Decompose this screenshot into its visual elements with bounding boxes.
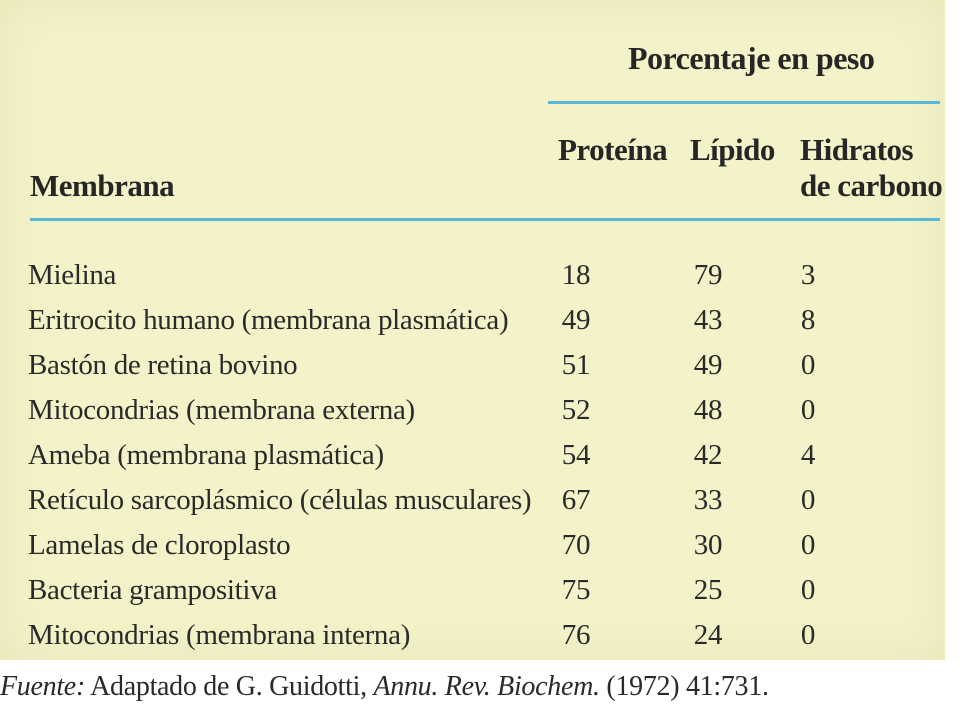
lipid-value: 24 [693,619,723,651]
table-row [28,390,940,435]
table-row [28,435,940,480]
protein-value: 75 [561,574,591,606]
table-row [28,570,940,615]
source-journal: Annu. Rev. Biochem. [373,671,600,702]
carbohydrate-value: 8 [800,304,816,336]
table-row [28,525,940,570]
protein-value: 67 [561,484,591,516]
column-header-proteina: Proteína [558,132,668,167]
carbohydrate-value: 4 [800,439,816,471]
group-header-rule [548,101,940,104]
carbohydrate-value: 0 [800,484,816,516]
protein-value: 18 [561,259,591,291]
carbohydrate-value: 0 [800,349,816,381]
membrane-name: Mitocondrias (membrana interna) [28,619,411,651]
lipid-value: 48 [693,394,723,426]
carbohydrate-value: 0 [800,574,816,606]
protein-value: 70 [561,529,591,561]
membrane-name: Ameba (membrana plasmática) [28,439,384,471]
membrane-name: Eritrocito humano (membrana plasmática) [28,304,509,336]
carbohydrate-value: 0 [800,394,816,426]
lipid-value: 25 [693,574,723,606]
column-header-hidratos [800,132,942,204]
carbohydrate-value: 0 [800,529,816,561]
group-header: Porcentaje en peso [628,40,875,76]
membrane-name: Lamelas de cloroplasto [28,529,291,561]
source-citation [0,671,769,703]
table-row [28,615,940,660]
table-row [28,300,940,345]
carbohydrate-value: 0 [800,619,816,651]
lipid-value: 79 [693,259,723,291]
column-header-hidratos-text: Hidratos de carbono [800,132,943,203]
table-body [28,255,940,660]
membrane-name: Retículo sarcoplásmico (células musculares) [28,484,532,516]
source-text-before: Adaptado de G. Guidotti, [84,671,374,702]
carbohydrate-value: 3 [800,259,816,291]
column-header-membrana: Membrana [30,168,175,203]
lipid-value: 49 [693,349,723,381]
source-text-after: (1972) 41:731. [599,671,769,702]
lipid-value: 43 [693,304,723,336]
column-header-lipido: Lípido [690,132,775,167]
membrane-name: Mitocondrias (membrana externa) [28,394,415,426]
table-row [28,255,940,300]
membrane-name: Bacteria grampositiva [28,574,277,606]
protein-value: 51 [561,349,591,381]
membrane-name: Mielina [28,259,117,291]
lipid-value: 42 [693,439,723,471]
table-row [28,480,940,525]
lipid-value: 30 [693,529,723,561]
source-label: Fuente: [0,671,85,702]
protein-value: 54 [561,439,591,471]
table-row [28,345,940,390]
lipid-value: 33 [693,484,723,516]
protein-value: 76 [561,619,591,651]
membrane-name: Bastón de retina bovino [28,349,298,381]
header-rule [30,218,940,221]
protein-value: 52 [561,394,591,426]
protein-value: 49 [561,304,591,336]
